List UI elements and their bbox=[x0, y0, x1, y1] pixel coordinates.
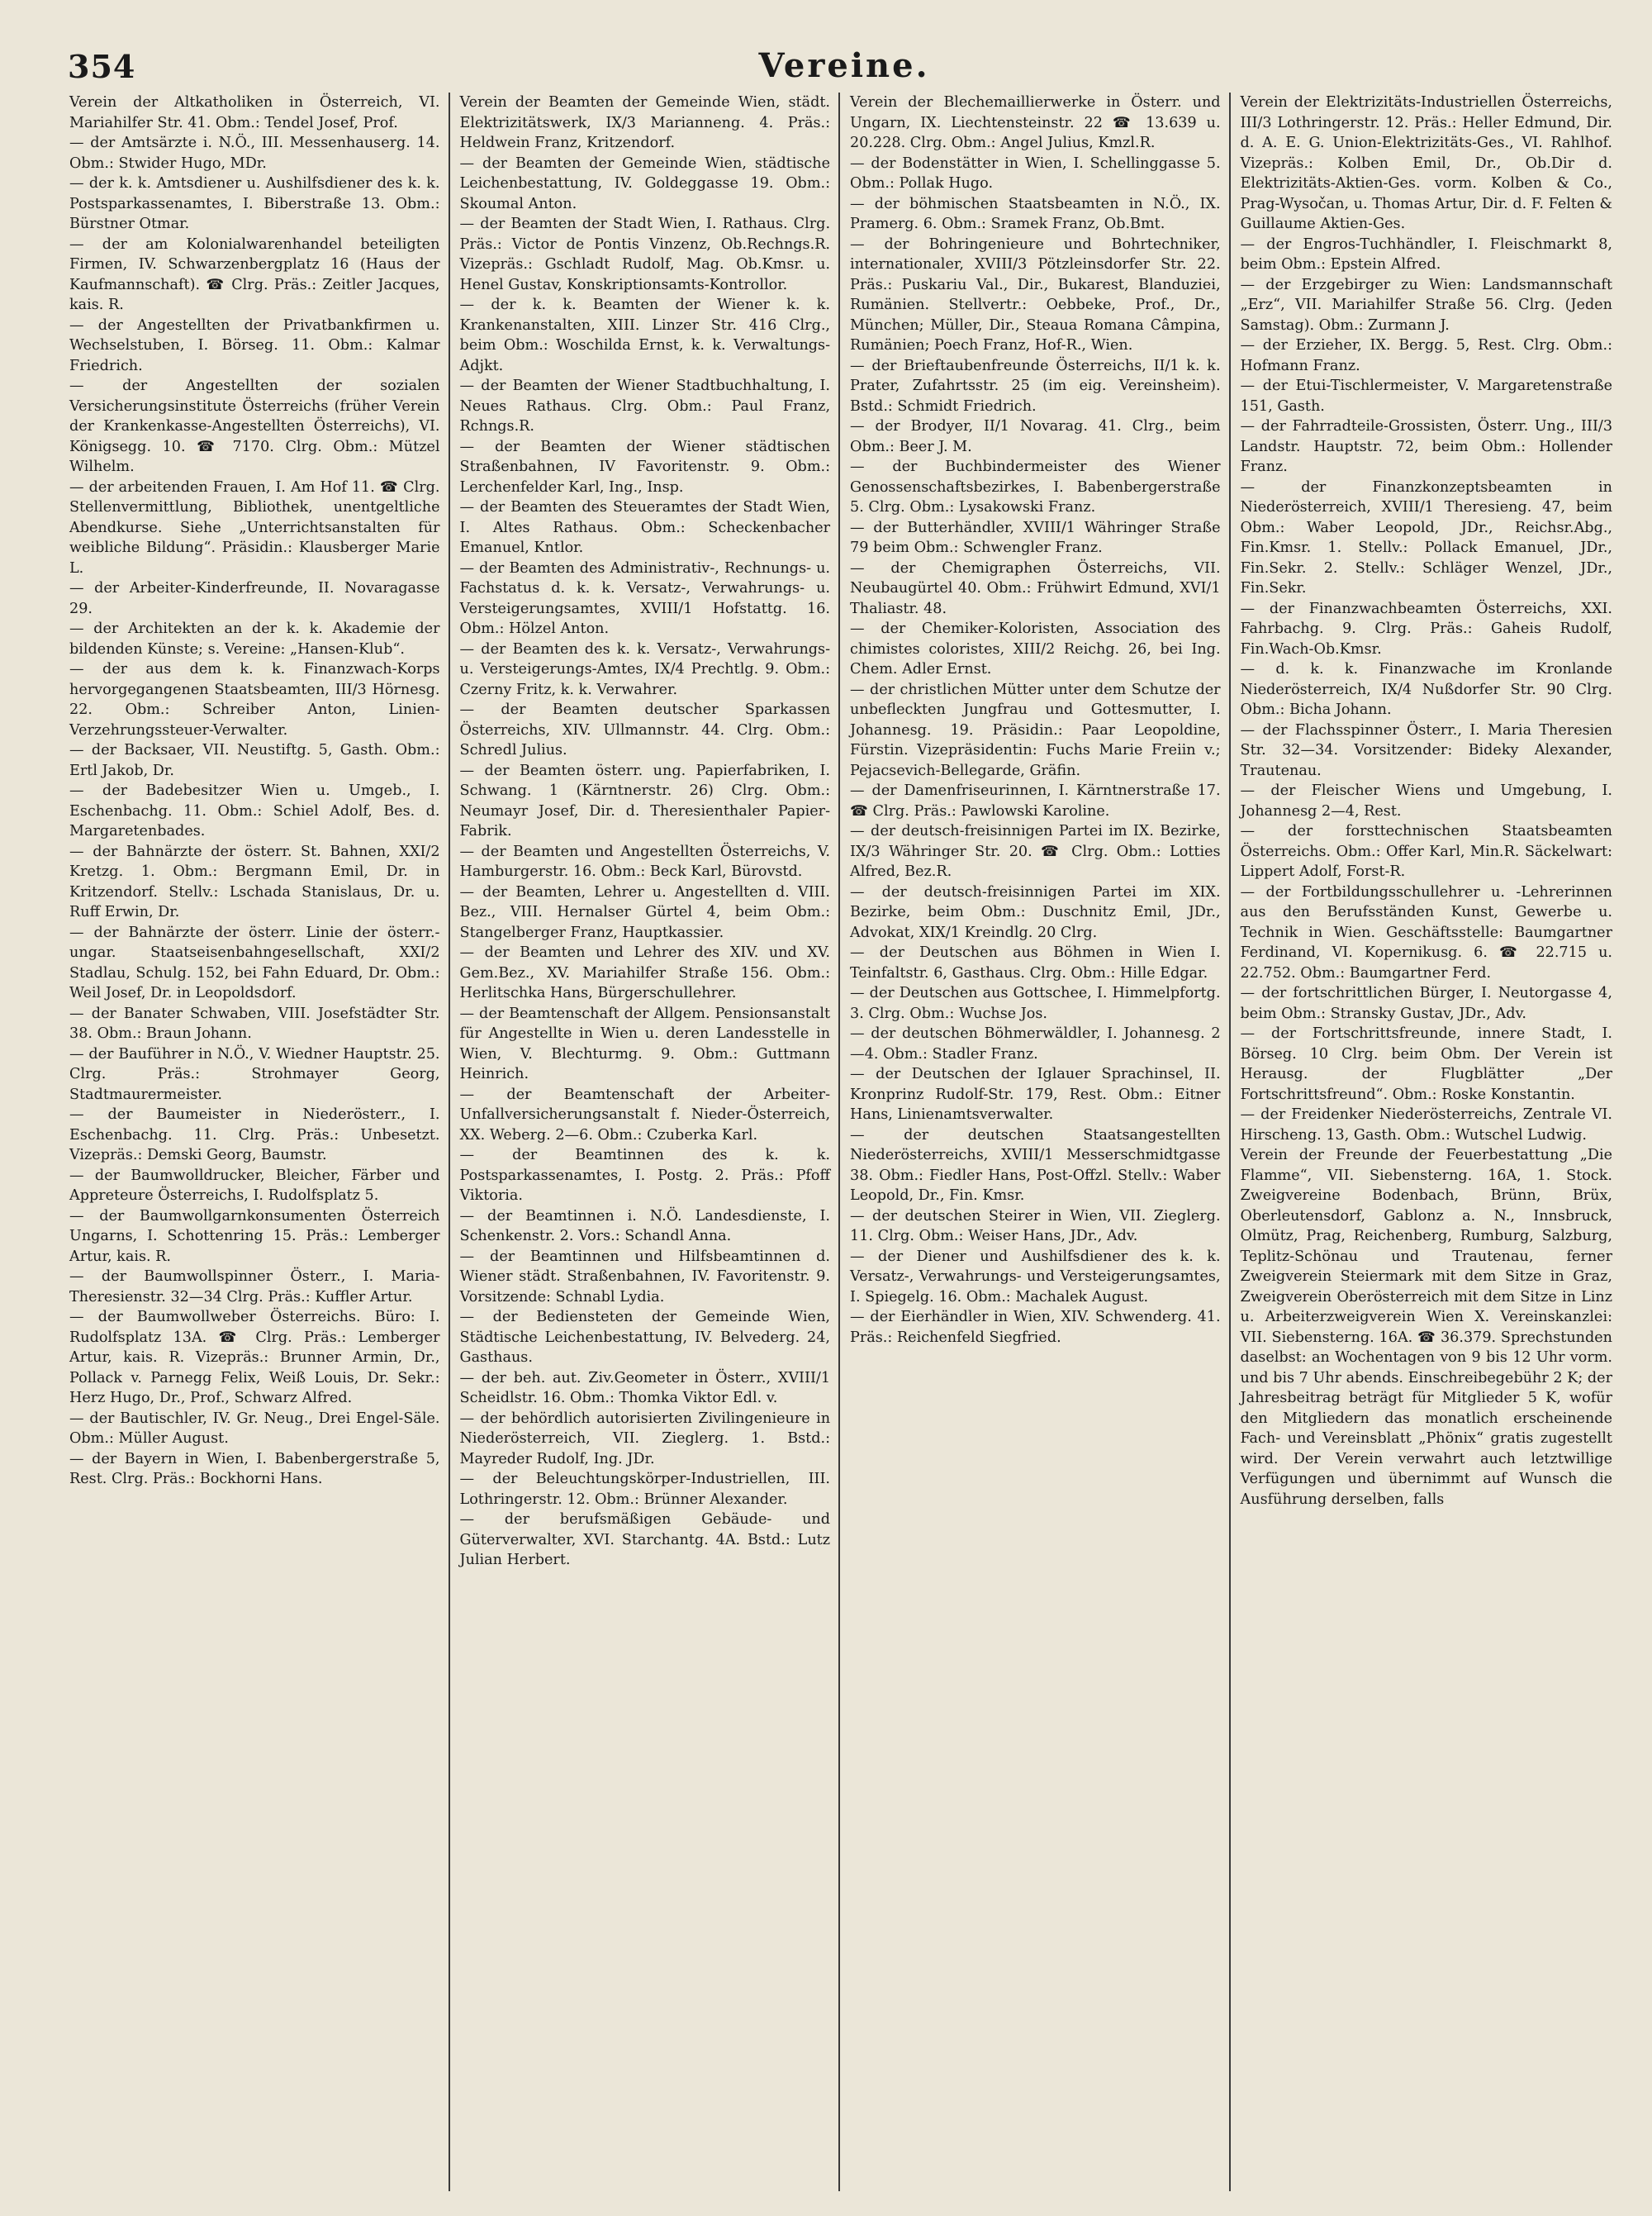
directory-entry: — der aus dem k. k. Finanzwach-Korps hervorgegangenen Staatsbeamten, III/3 Hörnesg. 22. Obm.: Schreiber Anton, Linien-Verzehrungssteuer-Verwalter. bbox=[69, 661, 440, 739]
directory-entry: — der Freidenker Niederösterreichs, Zentrale VI. Hirscheng. 13, Gasth. Obm.: Wutschel Ludwig. bbox=[1240, 1106, 1613, 1144]
directory-entry: — der Bahnärzte der österr. St. Bahnen, XXI/2 Kretzg. 1. Obm.: Bergmann Emil, Dr. in Kritzendorf. Stellv.: Lschada Stanislaus, Dr. u. Ruff Erwin, Dr. bbox=[69, 843, 440, 920]
directory-entry: — der Brieftaubenfreunde Österreichs, II/1 k. k. Prater, Zufahrtsstr. 25 (im eig. Vereinsheim). Bstd.: Schmidt Friedrich. bbox=[850, 357, 1221, 415]
directory-entry: — der berufsmäßigen Gebäude- und Güterverwalter, XVI. Starchantg. 4A. Bstd.: Lutz Julian Herbert. bbox=[459, 1511, 831, 1568]
directory-entry: — der Bodenstätter in Wien, I. Schellinggasse 5. Obm.: Pollak Hugo. bbox=[850, 155, 1221, 192]
directory-entry: — der Angestellten der sozialen Versicherungsinstitute Österreichs (früher Verein der Krankenkasse-Angestellten Österreichs), VI. Königsegg. 10. ☎ 7170. Clrg. Obm.: Mützel Wilhelm. bbox=[69, 378, 440, 475]
directory-entry: — der deutschen Staatsangestellten Niederösterreichs, XVIII/1 Messerschmidtgasse 38. Obm.: Fiedler Hans, Post-Offzl. Stellv.: Waber Leopold, Dr., Fin. Kmsr. bbox=[850, 1126, 1221, 1204]
directory-entry: — der Erzieher, IX. Bergg. 5, Rest. Clrg. Obm.: Hofmann Franz. bbox=[1240, 337, 1613, 374]
directory-entry: — der Beamten der Gemeinde Wien, städtische Leichenbestattung, IV. Goldeggasse 19. Obm.: Skoumal Anton. bbox=[459, 155, 831, 212]
directory-entry: Verein der Elektrizitäts-Industriellen Österreichs, III/3 Lothringerstr. 12. Präs.: Heller Edmund, Dir. d. A. E. G. Union-Elektrizitäts-Ges., VI. Rahlhof. Vizepräs.: Kolben Emil, Dr., Ob.Dir d. Elektrizitäts-Aktien-Ges. vorm. Kolben & Co., Prag-Wysočan, u. Thomas Artur, Dir. d. F. Felten & Guillaume Aktien-Ges. bbox=[1240, 94, 1613, 232]
directory-entry: — der Chemigraphen Österreichs, VII. Neubaugürtel 40. Obm.: Frühwirt Edmund, XVI/1 Thaliastr. 48. bbox=[850, 559, 1221, 617]
directory-entry: — der deutschen Böhmerwäldler, I. Johannesg. 2—4. Obm.: Stadler Franz. bbox=[850, 1025, 1221, 1063]
directory-entry: — der Deutschen aus Gottschee, I. Himmelpfortg. 3. Clrg. Obm.: Wuchse Jos. bbox=[850, 985, 1221, 1022]
directory-entry: — der beh. aut. Ziv.Geometer in Österr., XVIII/1 Scheidlstr. 16. Obm.: Thomka Viktor Edl. v. bbox=[459, 1369, 831, 1406]
directory-entry: — der Beamten, Lehrer u. Angestellten d. VIII. Bez., VIII. Hernalser Gürtel 4, beim Obm.: Stangelberger Franz, Hauptkassier. bbox=[459, 883, 831, 941]
directory-entry: — der forsttechnischen Staatsbeamten Österreichs. Obm.: Offer Karl, Min.R. Säckelwart: Lippert Adolf, Forst-R. bbox=[1240, 823, 1613, 880]
directory-entry: — der Damenfriseurinnen, I. Kärntnerstraße 17. ☎ Clrg. Präs.: Pawlowski Karoline. bbox=[850, 782, 1221, 820]
directory-entry: — der Beamten und Angestellten Österreichs, V. Hamburgerstr. 16. Obm.: Beck Karl, Bürovstd. bbox=[459, 843, 831, 880]
directory-entry: — der Beamtinnen des k. k. Postsparkassenamtes, I. Postg. 2. Präs.: Pfoff Viktoria. bbox=[459, 1147, 831, 1204]
directory-entry: — der Beamten des Administrativ-, Rechnungs- u. Fachstatus d. k. k. Versatz-, Verwahrungs- u. Versteigerungsamtes, XVIII/1 Hofstattg. 16. Obm.: Hölzel Anton. bbox=[459, 559, 831, 637]
directory-entry: — der Architekten an der k. k. Akademie der bildenden Künste; s. Vereine: „Hansen-Klub“. bbox=[69, 621, 440, 658]
directory-entry: — der Beamten und Lehrer des XIV. und XV. Gem.Bez., XV. Mariahilfer Straße 156. Obm.: Herlitschka Hans, Bürgerschullehrer. bbox=[459, 944, 831, 1001]
directory-entry: — der Buchbindermeister des Wiener Genossenschaftsbezirkes, I. Babenbergerstraße 5. Clrg. Obm.: Lysakowski Franz. bbox=[850, 459, 1221, 516]
directory-entry: — der Erzgebirger zu Wien: Landsmannschaft „Erz“, VII. Mariahilfer Straße 56. Clrg. (Jeden Samstag). Obm.: Zurmann J. bbox=[1240, 276, 1613, 334]
directory-entry: — der Beamten der Stadt Wien, I. Rathaus. Clrg. Präs.: Victor de Pontis Vinzenz, Ob.Rechngs.R. Vizepräs.: Gschladt Rudolf, Mag. Ob.Kmsr. u. Henel Gustav, Konskriptionsamts-Kontrollor. bbox=[459, 216, 831, 293]
directory-entry: — der Bohringenieure und Bohrtechniker, internationaler, XVIII/3 Pötzleinsdorfer Str. 22. Präs.: Puskariu Val., Dir., Bukarest, Blanduziei, Rumänien. Stellvertr.: Oebbeke, Prof., Dr., München; Müller, Dir., Steaua Romana Câmpina, Rumänien; Poech Franz, Hof-R., Wien. bbox=[850, 235, 1221, 354]
directory-entry: — der Eierhändler in Wien, XIV. Schwenderg. 41. Präs.: Reichenfeld Siegfried. bbox=[850, 1309, 1221, 1346]
directory-entry: — der Finanzkonzeptsbeamten in Niederösterreich, XVIII/1 Theresieng. 47, beim Obm.: Waber Leopold, JDr., Reichsr.Abg., Fin.Kmsr. 1. Stellv.: Pollack Emanuel, JDr., Fin.Sekr. 2. Stellv.: Schläger Wenzel, JDr., Fin.Sekr. bbox=[1240, 478, 1613, 597]
columns bbox=[68, 93, 1621, 2191]
page-number: 354 bbox=[68, 48, 136, 85]
directory-entry: — der Backsaer, VII. Neustiftg. 5, Gasth. Obm.: Ertl Jakob, Dr. bbox=[69, 742, 440, 779]
directory-entry: — der Badebesitzer Wien u. Umgeb., I. Eschenbachg. 11. Obm.: Schiel Adolf, Bes. d. Margaretenbades. bbox=[69, 782, 440, 839]
directory-entry: — der Angestellten der Privatbankfirmen u. Wechselstuben, I. Börseg. 11. Obm.: Kalmar Friedrich. bbox=[69, 316, 440, 374]
directory-entry: — der Engros-Tuchhändler, I. Fleischmarkt 8, beim Obm.: Epstein Alfred. bbox=[1240, 235, 1613, 273]
column-1 bbox=[68, 93, 450, 2191]
directory-entry: — der Chemiker-Koloristen, Association des chimistes coloristes, XIII/2 Reichg. 26, bei Ing. Chem. Adler Ernst. bbox=[850, 621, 1221, 678]
directory-entry: — der fortschrittlichen Bürger, I. Neutorgasse 4, beim Obm.: Stransky Gustav, JDr., Adv. bbox=[1240, 985, 1613, 1022]
directory-entry: — der Beamtenschaft der Allgem. Pensionsanstalt für Angestellte in Wien u. deren Landesstelle in Wien, V. Blechturmg. 9. Obm.: Guttmann Heinrich. bbox=[459, 1005, 831, 1082]
directory-entry: — der deutsch-freisinnigen Partei im IX. Bezirke, IX/3 Währinger Str. 20. ☎ Clrg. Obm.: Lotties Alfred, Bez.R. bbox=[850, 823, 1221, 880]
directory-entry: — der Beamten des k. k. Versatz-, Verwahrungs- u. Versteigerungs-Amtes, IX/4 Prechtlg. 9. Obm.: Czerny Fritz, k. k. Verwahrer. bbox=[459, 640, 831, 698]
directory-entry: — der Arbeiter-Kinderfreunde, II. Novaragasse 29. bbox=[69, 580, 440, 617]
directory-entry: — der Butterhändler, XVIII/1 Währinger Straße 79 beim Obm.: Schwengler Franz. bbox=[850, 519, 1221, 556]
directory-entry: — der Beamten österr. ung. Papierfabriken, I. Schwang. 1 (Kärntnerstr. 26) Clrg. Obm.: Neumayr Josef, Dir. d. Theresienthaler Papier-Fabrik. bbox=[459, 762, 831, 839]
page-header bbox=[68, 0, 1621, 93]
directory-entry: — der deutsch-freisinnigen Partei im XIX. Bezirke, beim Obm.: Duschnitz Emil, JDr., Advokat, XIX/1 Kreindlg. 20 Clrg. bbox=[850, 883, 1221, 941]
directory-entry: — der deutschen Steirer in Wien, VII. Zieglerg. 11. Clrg. Obm.: Weiser Hans, JDr., Adv. bbox=[850, 1207, 1221, 1244]
directory-entry: — der böhmischen Staatsbeamten in N.Ö., IX. Pramerg. 6. Obm.: Sramek Franz, Ob.Bmt. bbox=[850, 195, 1221, 232]
directory-entry: — d. k. k. Finanzwache im Kronlande Niederösterreich, IX/4 Nußdorfer Str. 90 Clrg. Obm.: Bicha Johann. bbox=[1240, 661, 1613, 718]
directory-entry: — der Beleuchtungskörper-Industriellen, III. Lothringerstr. 12. Obm.: Brünner Alexander. bbox=[459, 1471, 831, 1508]
directory-entry: — der Baumwollweber Österreichs. Büro: I. Rudolfsplatz 13A. ☎ Clrg. Präs.: Lemberger Artur, kais. R. Vizepräs.: Brunner Armin, Dr., Pollack v. Parnegg Felix, Weiß Louis, Dr. Sekr.: Herz Hugo, Dr., Prof., Schwarz Alfred. bbox=[69, 1309, 440, 1406]
directory-entry: — der Diener und Aushilfsdiener des k. k. Versatz-, Verwahrungs- und Versteigerungsamtes, I. Spiegelg. 16. Obm.: Machalek August. bbox=[850, 1248, 1221, 1305]
directory-entry: — der Bediensteten der Gemeinde Wien, Städtische Leichenbestattung, IV. Belvederg. 24, Gasthaus. bbox=[459, 1309, 831, 1366]
directory-entry: — der Fortbildungsschullehrer u. -Lehrerinnen aus den Berufsständen Kunst, Gewerbe u. Technik in Wien. Geschäftsstelle: Baumgartner Ferdinand, VI. Kopernikusg. 6. ☎ 22.715 u. 22.752. Obm.: Baumgartner Ferd. bbox=[1240, 883, 1613, 982]
directory-entry: — der am Kolonialwarenhandel beteiligten Firmen, IV. Schwarzenbergplatz 16 (Haus der Kaufmannschaft). ☎ Clrg. Präs.: Zeitler Jacques, kais. R. bbox=[69, 235, 440, 313]
directory-entry: — der christlichen Mütter unter dem Schutze der unbefleckten Jungfrau und Gottesmutter, I. Johannesg. 19. Präsidin.: Paar Leopoldine, Fürstin. Vizepräsidentin: Fuchs Marie Freiin v.; Pejacsevich-Bellegarde, Gräfin. bbox=[850, 681, 1221, 779]
directory-entry: — der Bayern in Wien, I. Babenbergerstraße 5, Rest. Clrg. Präs.: Bockhorni Hans. bbox=[69, 1450, 440, 1487]
directory-entry: — der Baumwolldrucker, Bleicher, Färber und Appreteure Österreichs, I. Rudolfsplatz 5. bbox=[69, 1167, 440, 1204]
directory-entry: — der Fortschrittsfreunde, innere Stadt, I. Börseg. 10 Clrg. beim Obm. Der Verein ist Herausg. der Flugblätter „Der Fortschrittsfreund“. Obm.: Roske Konstantin. bbox=[1240, 1025, 1613, 1103]
page-title: Vereine. bbox=[758, 46, 930, 85]
directory-entry: — der Fleischer Wiens und Umgebung, I. Johannesg 2—4, Rest. bbox=[1240, 782, 1613, 820]
directory-entry: — der k. k. Amtsdiener u. Aushilfsdiener des k. k. Postsparkassenamtes, I. Biberstraße 13. Obm.: Bürstner Otmar. bbox=[69, 175, 440, 232]
directory-entry: — der Finanzwachbeamten Österreichs, XXI. Fahrbachg. 9. Clrg. Präs.: Gaheis Rudolf, Fin.Wach-Ob.Kmsr. bbox=[1240, 600, 1613, 658]
directory-entry: — der Baumwollgarnkonsumenten Österreich Ungarns, I. Schottenring 15. Präs.: Lemberger Artur, kais. R. bbox=[69, 1207, 440, 1265]
directory-entry: — der Beamtenschaft der Arbeiter-Unfallversicherungsanstalt f. Nieder-Österreich, XX. Weberg. 2—6. Obm.: Czuberka Karl. bbox=[459, 1086, 831, 1144]
directory-entry: — der Beamten des Steueramtes der Stadt Wien, I. Altes Rathaus. Obm.: Scheckenbacher Emanuel, Kntlor. bbox=[459, 499, 831, 556]
column-3 bbox=[848, 93, 1231, 2191]
directory-entry: — der Deutschen aus Böhmen in Wien I. Teinfaltstr. 6, Gasthaus. Clrg. Obm.: Hille Edgar. bbox=[850, 944, 1221, 982]
directory-entry: — der Baumeister in Niederösterr., I. Eschenbachg. 11. Clrg. Präs.: Unbesetzt. Vizepräs.: Demski Georg, Baumstr. bbox=[69, 1106, 440, 1163]
directory-entry: Verein der Blechemaillierwerke in Österr. und Ungarn, IX. Liechtensteinstr. 22 ☎ 13.639 u. 20.228. Clrg. Obm.: Angel Julius, Kmzl.R. bbox=[850, 94, 1221, 151]
directory-entry: — der Bahnärzte der österr. Linie der österr.-ungar. Staatseisenbahngesellschaft, XXI/2 Stadlau, Schulg. 152, bei Fahn Eduard, Dr. Obm.: Weil Josef, Dr. in Leopoldsdorf. bbox=[69, 924, 440, 1001]
directory-entry: — der arbeitenden Frauen, I. Am Hof 11. ☎ Clrg. Stellenvermittlung, Bibliothek, unentgeltliche Abendkurse. Siehe „Unterrichtsanstalten für weibliche Bildung“. Präsidin.: Klausberger Marie L. bbox=[69, 478, 440, 577]
column-2 bbox=[458, 93, 841, 2191]
directory-entry: — der Beamtinnen i. N.Ö. Landesdienste, I. Schenkenstr. 2. Vors.: Schandl Anna. bbox=[459, 1207, 831, 1244]
directory-entry: — der Baumwollspinner Österr., I. Maria-Theresienstr. 32—34 Clrg. Präs.: Kuffler Artur. bbox=[69, 1268, 440, 1305]
column-4 bbox=[1239, 93, 1621, 2191]
directory-entry: Verein der Altkatholiken in Österreich, VI. Mariahilfer Str. 41. Obm.: Tendel Josef, Prof. bbox=[69, 94, 440, 131]
directory-entry: — der Beamtinnen und Hilfsbeamtinnen d. Wiener städt. Straßenbahnen, IV. Favoritenstr. 9. Vorsitzende: Schnabl Lydia. bbox=[459, 1248, 831, 1305]
directory-entry: — der Banater Schwaben, VIII. Josefstädter Str. 38. Obm.: Braun Johann. bbox=[69, 1005, 440, 1042]
directory-entry: — der k. k. Beamten der Wiener k. k. Krankenanstalten, XIII. Linzer Str. 416 Clrg., beim Obm.: Woschilda Ernst, k. k. Verwaltungs-Adjkt. bbox=[459, 297, 831, 374]
directory-entry: — der behördlich autorisierten Zivilingenieure in Niederösterreich, VII. Zieglerg. 1. Bstd.: Mayreder Rudolf, Ing. JDr. bbox=[459, 1410, 831, 1467]
directory-entry: — der Beamten deutscher Sparkassen Österreichs, XIV. Ullmannstr. 44. Clrg. Obm.: Schredl Julius. bbox=[459, 701, 831, 758]
directory-entry: — der Fahrradteile-Grossisten, Österr. Ung., III/3 Landstr. Hauptstr. 72, beim Obm.: Hollender Franz. bbox=[1240, 418, 1613, 475]
directory-entry: — der Etui-Tischlermeister, V. Margaretenstraße 151, Gasth. bbox=[1240, 378, 1613, 415]
directory-entry: — der Bauführer in N.Ö., V. Wiedner Hauptstr. 25. Clrg. Präs.: Strohmayer Georg, Stadtmaurermeister. bbox=[69, 1045, 440, 1103]
directory-entry: — der Bautischler, IV. Gr. Neug., Drei Engel-Säle. Obm.: Müller August. bbox=[69, 1410, 440, 1447]
directory-entry: — der Amtsärzte i. N.Ö., III. Messenhauserg. 14. Obm.: Stwider Hugo, MDr. bbox=[69, 135, 440, 172]
directory-entry: — der Flachsspinner Österr., I. Maria Theresien Str. 32—34. Vorsitzender: Bideky Alexander, Trautenau. bbox=[1240, 721, 1613, 779]
directory-entry: — der Beamten der Wiener Stadtbuchhaltung, I. Neues Rathaus. Clrg. Obm.: Paul Franz, Rchngs.R. bbox=[459, 378, 831, 435]
directory-entry: Verein der Beamten der Gemeinde Wien, städt. Elektrizitätswerk, IX/3 Marianneng. 4. Präs.: Heldwein Franz, Kritzendorf. bbox=[459, 94, 831, 151]
directory-entry: — der Brodyer, II/1 Novarag. 41. Clrg., beim Obm.: Beer J. M. bbox=[850, 418, 1221, 455]
directory-entry: — der Deutschen der Iglauer Sprachinsel, II. Kronprinz Rudolf-Str. 179, Rest. Obm.: Eitner Hans, Linienamtsverwalter. bbox=[850, 1066, 1221, 1123]
directory-entry: — der Beamten der Wiener städtischen Straßenbahnen, IV Favoritenstr. 9. Obm.: Lerchenfelder Karl, Ing., Insp. bbox=[459, 438, 831, 496]
directory-entry: Verein der Freunde der Feuerbestattung „Die Flamme“, VII. Siebensterng. 16A, 1. Stock. Zweigvereine Bodenbach, Brünn, Brüx, Oberleutensdorf, Gablonz a. N., Innsbruck, Olmütz, Prag, Reichenberg, Rumburg, Salzburg, Teplitz-Schönau und Trautenau, ferner Zweigverein Steiermark mit dem Sitze in Graz, Zweigverein Oberösterreich mit dem Sitze in Linz u. Arbeiterzweigverein Wien X. Vereinskanzlei: VII. Siebensterng. 16A. ☎ 36.379. Sprechstunden daselbst: an Wochentagen von 9 bis 12 Uhr vorm. und bis 7 Uhr abends. Einschreibegebühr 2 K; der Jahresbeitrag beträgt für Mitglieder 5 K, wofür den Mitgliedern das monatlich erscheinende Fach- und Vereinsblatt „Phönix“ gratis zugestellt wird. Der Verein verwahrt auch letztwillige Verfügungen und übernimmt auf Wunsch die Ausführung derselben, falls bbox=[1240, 1147, 1613, 1508]
